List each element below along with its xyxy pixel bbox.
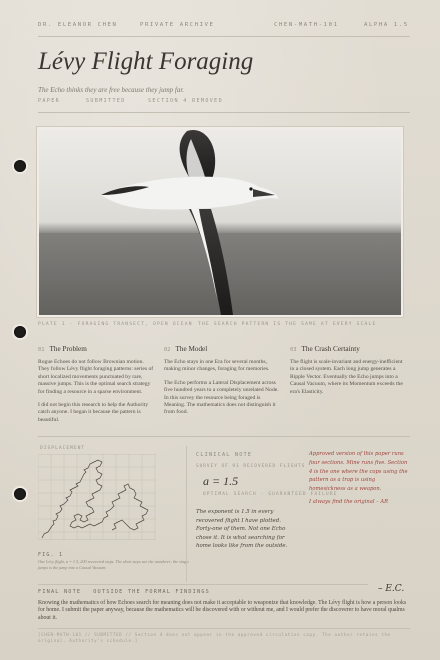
- column-divider: [186, 446, 187, 582]
- sections-divider: [38, 436, 410, 437]
- plate-photo: [37, 127, 403, 317]
- survey-label: SURVEY OF 91 RECOVERED FLIGHTS: [196, 464, 306, 469]
- section-number: 02: [164, 347, 171, 353]
- author-label: DR. ELEANOR CHEN: [38, 22, 118, 28]
- section-crash-certainty: [290, 345, 408, 396]
- meta-type: PAPER: [38, 98, 61, 104]
- final-divider: [38, 584, 368, 585]
- version-label: ALPHA 1.5: [364, 22, 409, 28]
- page-subtitle: The Echo thinks they are free because they jump far.: [38, 86, 185, 94]
- final-note-sub: OUTSIDE THE FORMAL FINDINGS: [93, 589, 210, 595]
- document-footer: [CHEN-MATH-101 // SUBMITTED // Section 4 does not appear in the approved circulation copy. The author retains the original. Authority's schedule.]: [38, 632, 391, 643]
- section-number: 01: [38, 347, 45, 353]
- section-heading: [290, 345, 408, 353]
- footer-divider: [38, 628, 410, 629]
- section-problem: [38, 345, 156, 424]
- annotation-paragraph: Approved version of this paper runs four sections. Mine runs five. Section 4 is the one where the cops using the pattern as a trap is using homesickness as a weapon.: [309, 451, 408, 493]
- final-note-text: Knowing the mathematics of how Echoes search for meaning does not make it acceptable to weaponize that knowledge. The Lévy flight is how a person looks for home. I submit the paper anyway, because the mathematics will be discovered with or without me, and I would prefer the discoverer to have moral qualms about it.: [38, 600, 407, 621]
- plate-label: PLATE 1 · FORAGING TRANSECT, OPEN OCEAN: [38, 322, 193, 327]
- chart-grid: [38, 454, 156, 540]
- section-paragraph: I did not begin this research to help the Authority catch anyone. I began it because the pattern is beautiful.: [38, 402, 149, 423]
- document-meta: [38, 98, 298, 108]
- section-title: The Crash Certainty: [301, 345, 360, 353]
- binder-hole-icon: [14, 488, 26, 500]
- section-heading: [164, 345, 282, 353]
- signature: – E.C.: [378, 584, 405, 594]
- archive-label: PRIVATE ARCHIVE: [140, 22, 215, 28]
- plate-note: THE SEARCH PATTERN IS THE SAME AT EVERY SCALE: [198, 322, 377, 327]
- annotation-paragraph: I always find the original – AR: [309, 498, 389, 505]
- section-paragraph: The Echo stays in one Era for several months, making minor changes, foraging for memories.: [164, 359, 270, 373]
- optimal-search-label: OPTIMAL SEARCH · GUARANTEED FAILURE: [203, 492, 338, 497]
- levy-flight-chart: [38, 454, 156, 540]
- meta-removed: SECTION 4 REMOVED: [148, 98, 223, 104]
- course-label: CHEN-MATH-101: [274, 22, 339, 28]
- displacement-label: DISPLACEMENT: [40, 446, 86, 451]
- final-note-label: FINAL NOTE: [38, 589, 82, 595]
- alpha-formula: a = 1.5: [203, 474, 239, 488]
- red-annotation: [309, 450, 409, 507]
- handwritten-note: The exponent is 1.5 in every recovered flight I have plotted. Forty-one of them. Not one Echo chose it. It is what searching for home looks like from the outside.: [196, 509, 288, 550]
- plate-caption: [38, 322, 410, 332]
- section-paragraph: Rogue Echoes do not follow Brownian motion. They follow Lévy flight foraging patterns: series of short localized movements punctuated by rare, massive jumps. This is the optimal search strategy for finding a resource in a sparse environment.: [38, 359, 154, 395]
- section-paragraph: The Echo performs a Lateral Displacement across five hundred years to a completely unrelated Node. In this survey the resource being foraged is Meaning. The mathematics does not distinguish it from food.: [164, 379, 279, 416]
- albatross-photo-icon: [39, 129, 401, 315]
- figure-label: FIG. 1: [38, 552, 64, 558]
- binder-hole-icon: [14, 326, 26, 338]
- section-title: The Problem: [49, 345, 87, 353]
- binder-hole-icon: [14, 160, 26, 172]
- final-note-heading: [38, 589, 210, 595]
- levy-flight-path: [52, 460, 148, 530]
- section-number: 03: [290, 347, 297, 353]
- meta-divider: [38, 112, 410, 113]
- section-title: The Model: [175, 345, 208, 353]
- section-paragraph: The flight is scale-invariant and energy-inefficient in a closed system. Each long jump generates a Ripple Vector. Eventually the Echo jumps into a Causal Vacuum, where its Momentum exceeds the era's Elasticity.: [290, 359, 403, 395]
- meta-status: SUBMITTED: [86, 98, 126, 104]
- section-model: [164, 345, 282, 417]
- header-divider: [38, 36, 410, 37]
- document-header: [38, 22, 410, 34]
- section-heading: [38, 345, 156, 353]
- clinical-note-label: CLINICAL NOTE: [196, 452, 253, 458]
- page-title: Lévy Flight Foraging: [38, 48, 254, 75]
- figure-caption: One Lévy flight, a = 1.5, 200 recovered steps. The short steps are the wanderer; the single jumps is the jump into a Causal Vacuum.: [38, 559, 190, 570]
